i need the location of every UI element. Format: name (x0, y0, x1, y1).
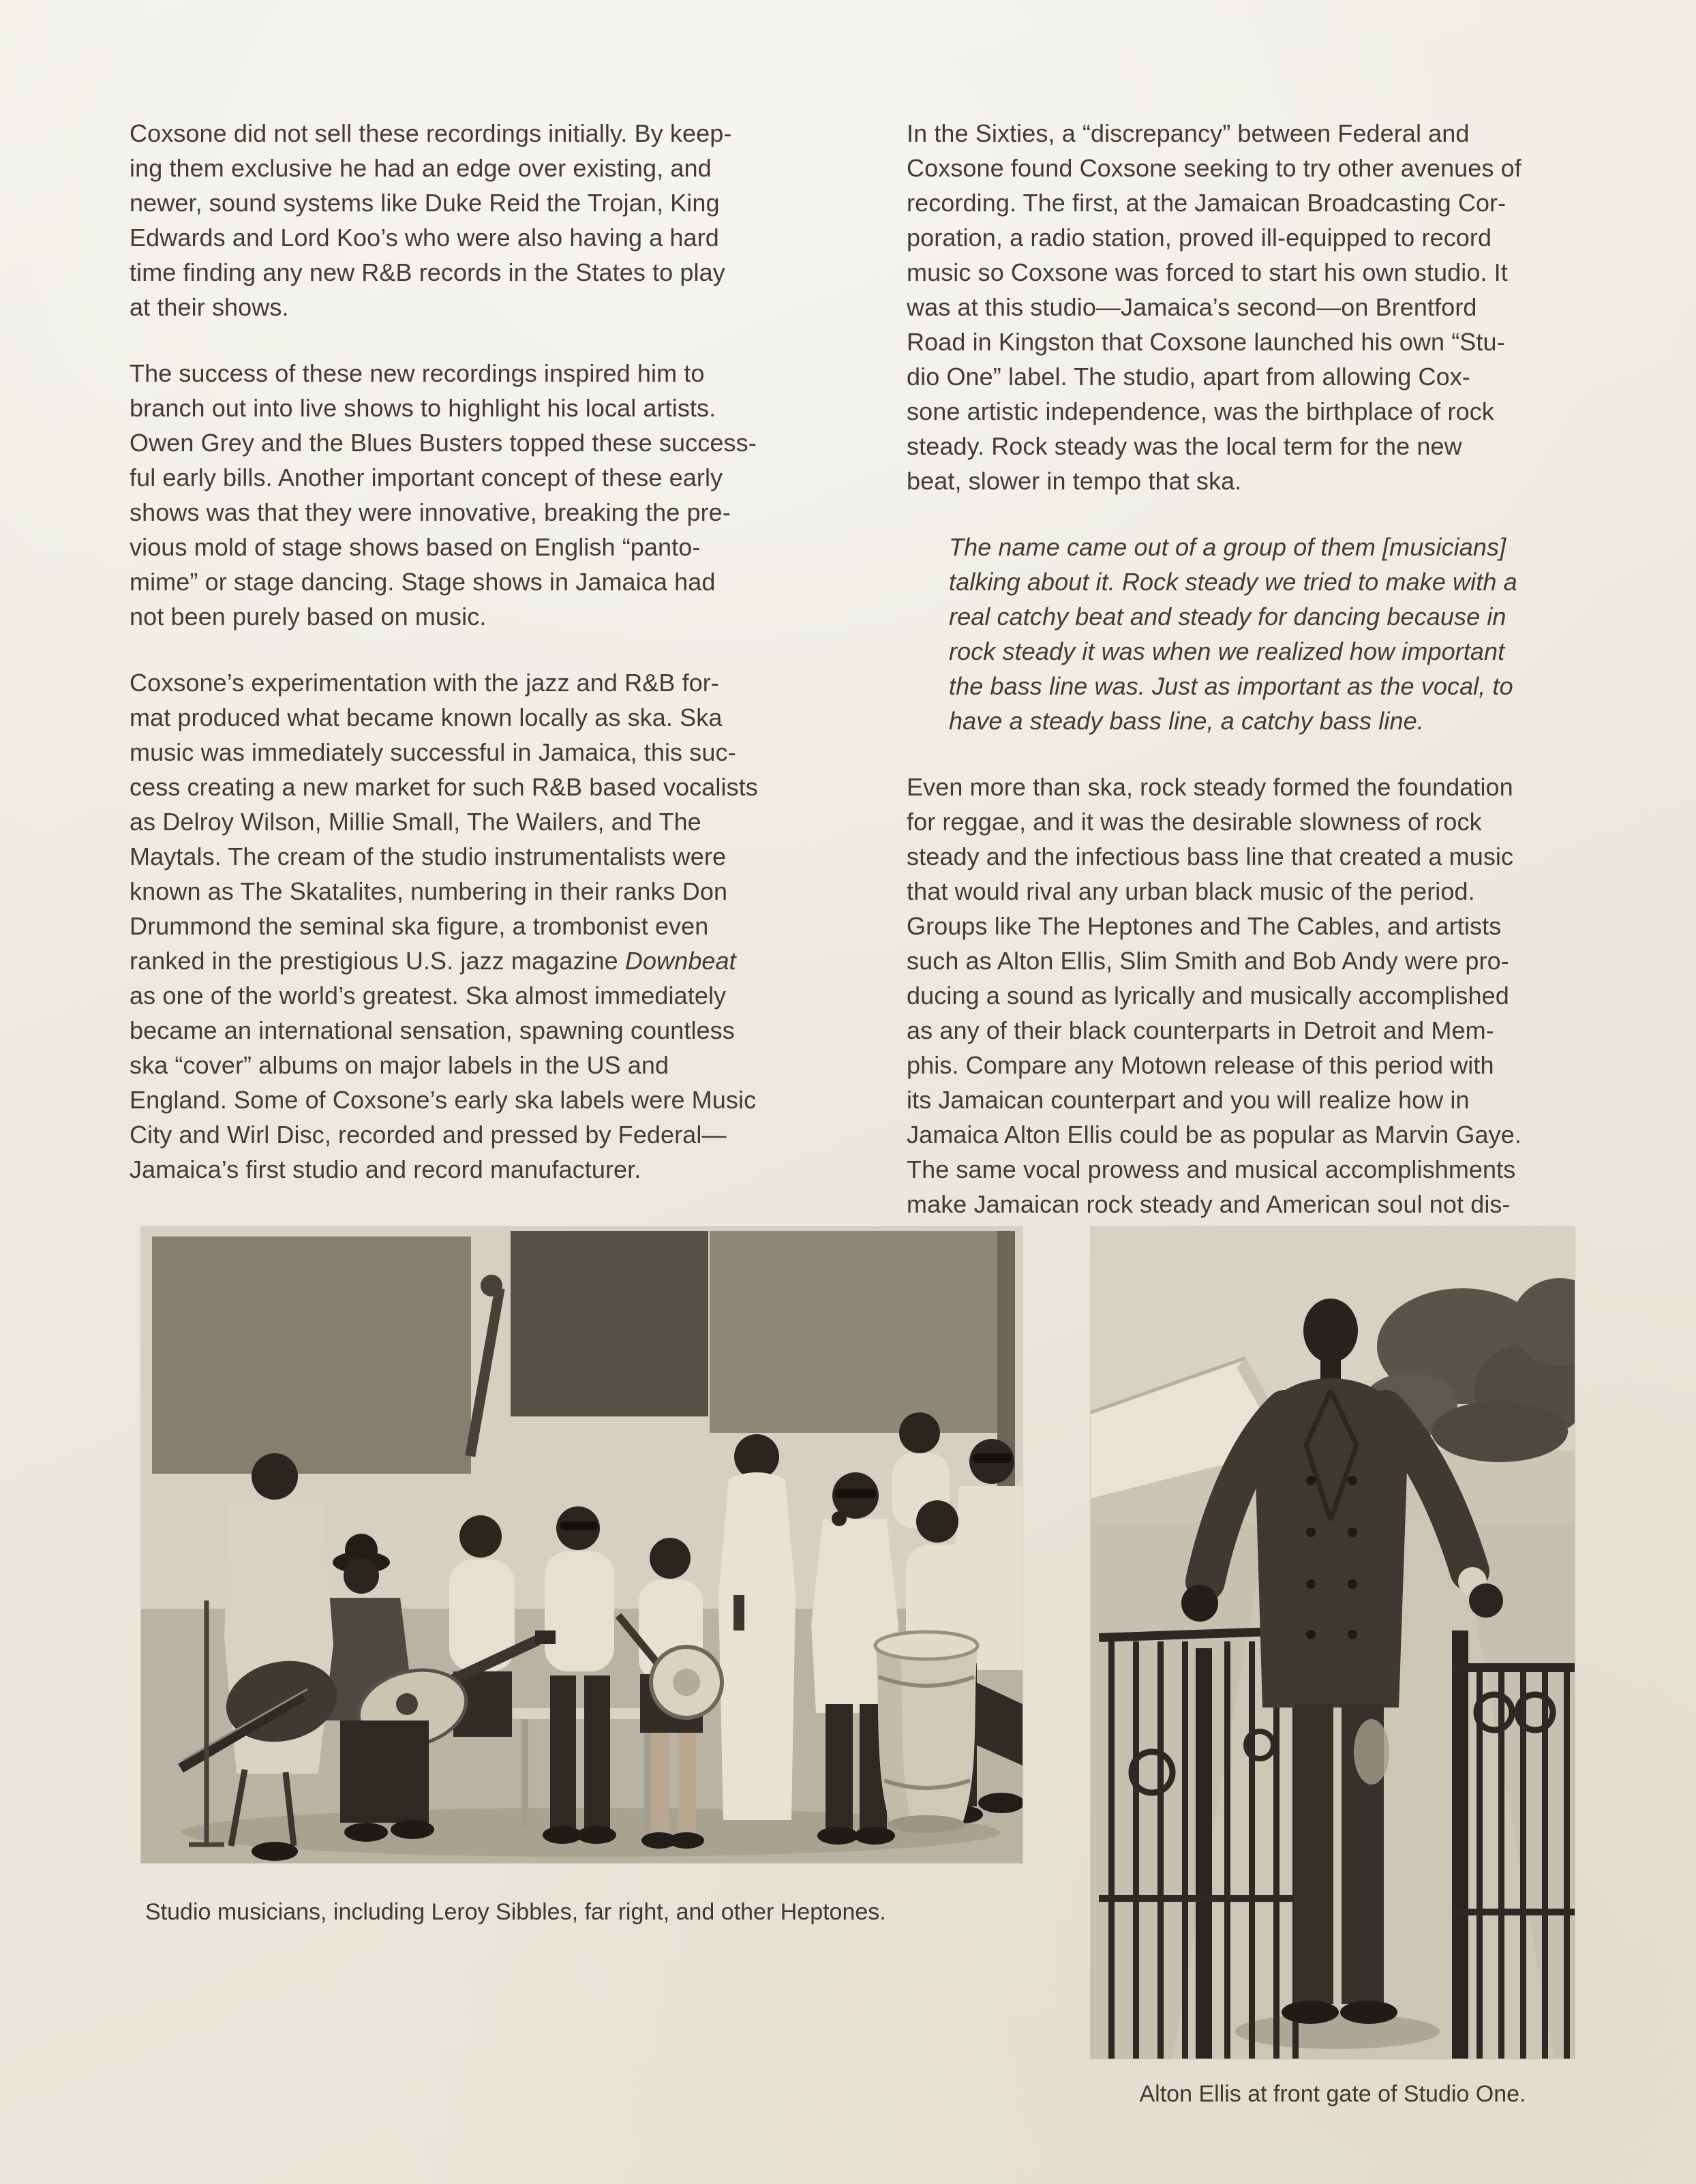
text-column-right (907, 116, 1624, 1253)
text-column-left (130, 116, 853, 1218)
paragraph-ska-experimentation: Coxsone’s experimentation with the jazz and R&B for- mat produced what became known locally as ska. Ska music was immediately successful in Jamaica, this suc- cess creating a new market for such R&B based vocalists as Delroy Wilson, Millie Small, The Wailers, and The Maytals. The cream of the studio instrumentalists were known as The Skatalites, numbering in their ranks Don Drummond the seminal ska figure, a trombonist even ranked in the prestigious U.S. jazz magazine Downbeat as one of the world’s greatest. Ska almost immediately became an international sensation, spawning countless ska “cover” albums on major labels in the US and England. Some of Coxsone’s early ska labels were Music City and Wirl Disc, recorded and pressed by Federal— Jamaica’s first studio and record manufacturer. (130, 669, 758, 1183)
left-glove (1181, 1585, 1218, 1622)
wall-panel-left (152, 1237, 471, 1474)
wall-panel-center (511, 1231, 708, 1416)
caption-alton-ellis: Alton Ellis at front gate of Studio One. (1139, 2081, 1526, 2107)
paragraph-live-shows: The success of these new recordings inspired him to branch out into live shows to highlight his local artists. Owen Grey and the Blues Busters topped these success- ful early bills. Another important concept of these early shows was that they were innovative, breaking the pre- vious mold of stage shows based on English “panto- mime” or stage dancing. Stage shows in Jamaica had not been purely based on music. (130, 359, 757, 631)
photo-studio-musicians (141, 1227, 1023, 1927)
right-hand (1469, 1583, 1503, 1618)
photo-alton-ellis (1091, 1227, 1575, 2109)
musician-white-suit (718, 1434, 796, 1820)
wall-panel-right (710, 1231, 1014, 1433)
figure-shadow (1235, 2014, 1440, 2049)
alton-ellis-image (1091, 1227, 1575, 2059)
caption-studio-musicians: Studio musicians, including Leroy Sibbles, far right, and other Heptones. (145, 1899, 886, 1925)
paragraph-rock-steady-foundation: Even more than ska, rock steady formed the foundation for reggae, and it was the desirable slowness of rock steady and the infectious bass line that created a music that would rival any urban black music of the period. Groups like The Heptones and The Cables, and artists such as Alton Ellis, Slim Smith and Bob Andy were pro- ducing a sound as lyrically and musically accomplished as any of their black counterparts in Detroit and Mem- phis. Compare any Motown release of this period with its Jamaican counterpart and you will realize how in Jamaica Alton Ellis could be as popular as Marvin Gaye. The same vocal prowess and musical accomplishments make Jamaican rock steady and American soul not dis- (907, 773, 1521, 1218)
paragraph-coxsone-recordings: Coxsone did not sell these recordings initially. By keep- ing them exclusive he had an edge over existing, and newer, sound systems like Duke Reid the Trojan, King Edwards and Lord Koo’s who were also having a hard time finding any new R&B records in the States to play at their shows. (130, 119, 732, 321)
paragraph-studio-one-founding: In the Sixties, a “discrepancy” between Federal and Coxsone found Coxsone seeking to try other avenues of recording. The first, at the Jamaican Broadcasting Cor- poration, a radio station, proved ill-equipped to record music so Coxsone was forced to start his own studio. It was at this studio—Jamaica’s second—on Brentford Road in Kingston that Coxsone launched his own “Stu- dio One” label. The studio, apart from allowing Cox- sone artistic independence, was the birthplace of rock steady. Rock steady was the local term for the new beat, slower in tempo that ska. (907, 119, 1521, 495)
studio-musicians-image (141, 1227, 1023, 1863)
pull-quote-rock-steady: The name came out of a group of them [musicians] talking about it. Rock steady we tried to make with a real catchy beat and steady for dancing because in rock steady it was when we realized how important the bass line was. Just as important as the vocal, to have a steady bass line, a catchy bass line. (949, 533, 1517, 735)
conga-drum (875, 1632, 978, 1833)
